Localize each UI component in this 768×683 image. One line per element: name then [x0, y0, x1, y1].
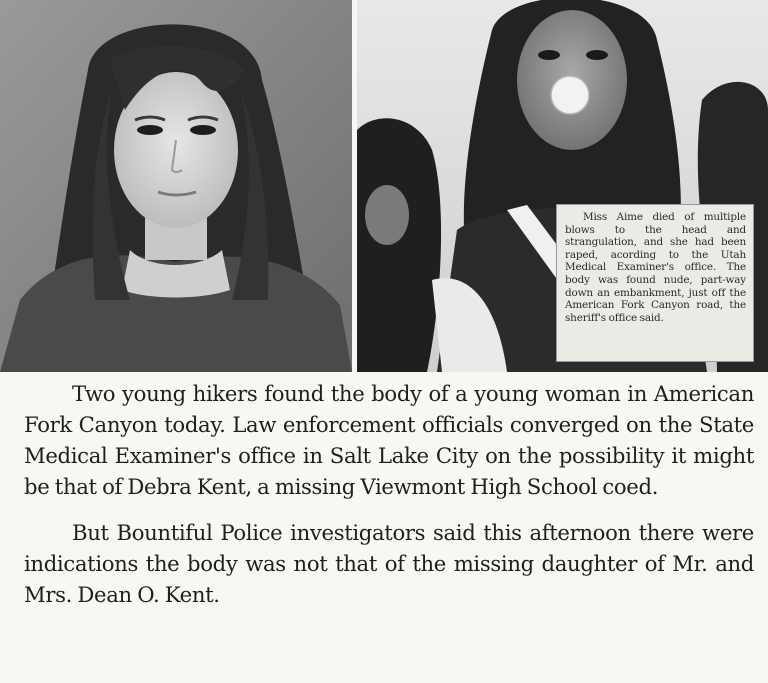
inset-clipping-text: Miss Aime died of multiple blows to the head and strangulation, and she had been raped, acording to the Utah Medical Examiner's office. The body was found nude, part-way down an embankment, just off the American Fork Canyon road, the sheriff's office said.	[556, 204, 754, 362]
portrait-photo-left	[0, 0, 352, 372]
portrait-illustration	[0, 0, 352, 372]
article-body	[24, 378, 754, 610]
article-paragraph-1: Two young hikers found the body of a young woman in American Fork Canyon today. Law enforcement officials converged on the State Medical Examiner's office in Salt Lake City on the possibility it might be that of Debra Kent, a missing Viewmont High School coed.	[24, 381, 754, 499]
article-paragraph-2: But Bountiful Police investigators said this afternoon there were indications the body was not that of the missing daughter of Mr. and Mrs. Dean O. Kent.	[24, 520, 754, 607]
